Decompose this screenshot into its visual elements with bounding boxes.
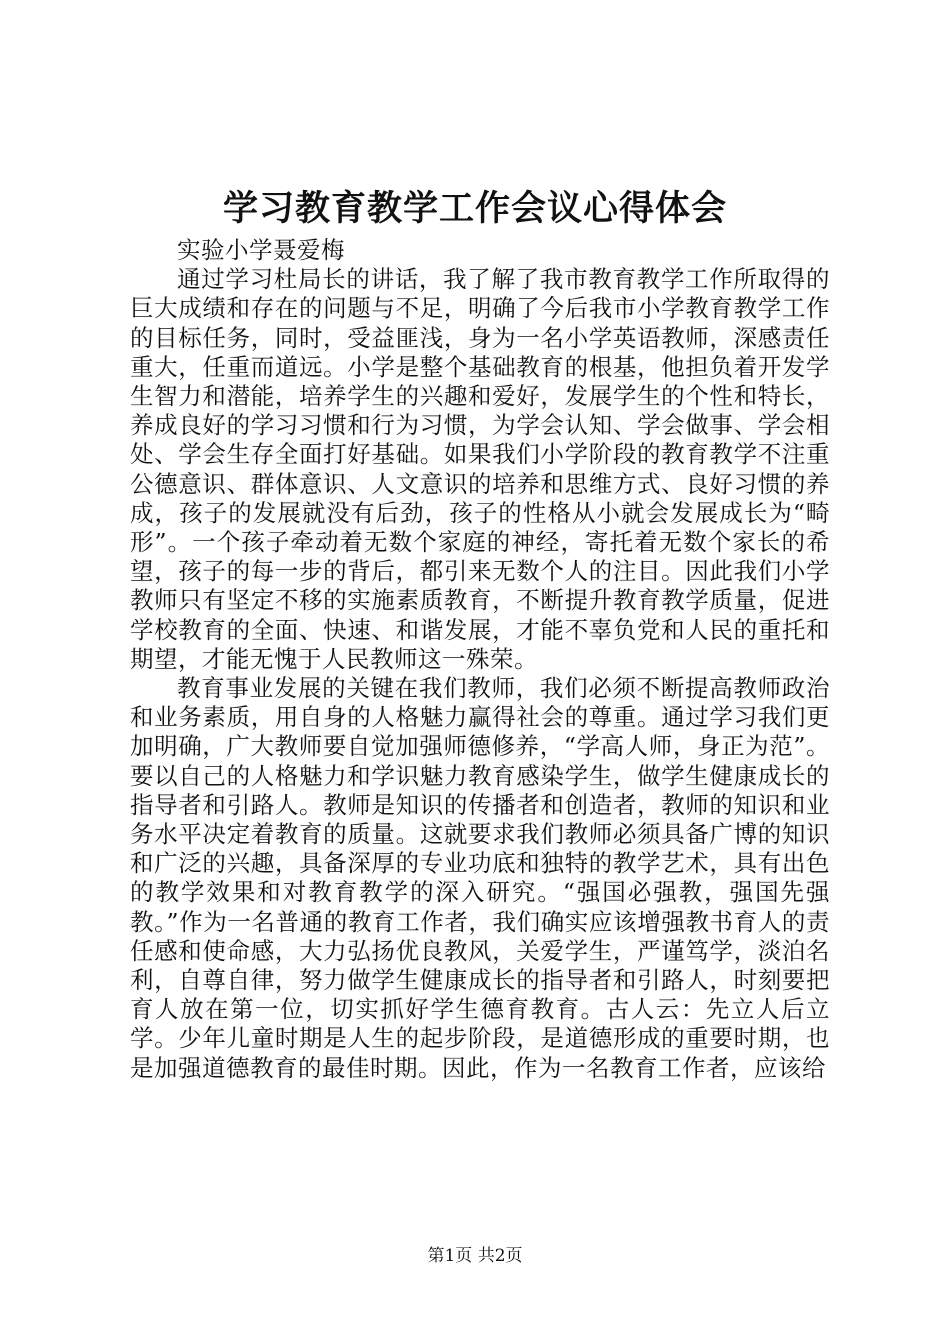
document-body	[130, 236, 830, 1083]
page-number-footer: 第1页 共2页	[427, 1246, 523, 1266]
paragraph-2: 教育事业发展的关键在我们教师，我们必须不断提高教师政治和业务素质，用自身的人格魅力赢得社会的尊重。通过学习我们更加明确，广大教师要自觉加强师德修养，“学高人师，身正为范”。要以自己的人格魅力和学识魅力教育感染学生，做学生健康成长的指导者和引路人。教师是知识的传播者和创造者，教师的知识和业务水平决定着教育的质量。这就要求我们教师必须具备广博的知识和广泛的兴趣，具备深厚的专业功底和独特的教学艺术，具有出色的教学效果和对教育教学的深入研究。“强国必强教，强国先强教。”作为一名普通的教育工作者，我们确实应该增强教书育人的责任感和使命感，大力弘扬优良教风，关爱学生，严谨笃学，淡泊名利，自尊自律，努力做学生健康成长的指导者和引路人，时刻要把育人放在第一位，切实抓好学生德育教育。古人云：先立人后立学。少年儿童时期是人生的起步阶段，是道德形成的重要时期，也是加强道德教育的最佳时期。因此，作为一名教育工作者，应该给	[130, 674, 830, 1082]
document-title: 学习教育教学工作会议心得体会	[222, 188, 727, 229]
paragraph-1: 通过学习杜局长的讲话，我了解了我市教育教学工作所取得的巨大成绩和存在的问题与不足，明确了今后我市小学教育教学工作的目标任务，同时，受益匪浅，身为一名小学英语教师，深感责任重大，任重而道远。小学是整个基础教育的根基，他担负着开发学生智力和潜能，培养学生的兴趣和爱好，发展学生的个性和特长，养成良好的学习习惯和行为习惯，为学会认知、学会做事、学会相处、学会生存全面打好基础。如果我们小学阶段的教育教学不注重公德意识、群体意识、人文意识的培养和思维方式、良好习惯的养成，孩子的发展就没有后劲，孩子的性格从小就会发展成长为“畸形”。一个孩子牵动着无数个家庭的神经，寄托着无数个家长的希望，孩子的每一步的背后，都引来无数个人的注目。因此我们小学教师只有坚定不移的实施素质教育，不断提升教育教学质量，促进学校教育的全面、快速、和谐发展，才能不辜负党和人民的重托和期望，才能无愧于人民教师这一殊荣。	[130, 265, 830, 673]
author-line: 实验小学聂爱梅	[177, 236, 345, 264]
